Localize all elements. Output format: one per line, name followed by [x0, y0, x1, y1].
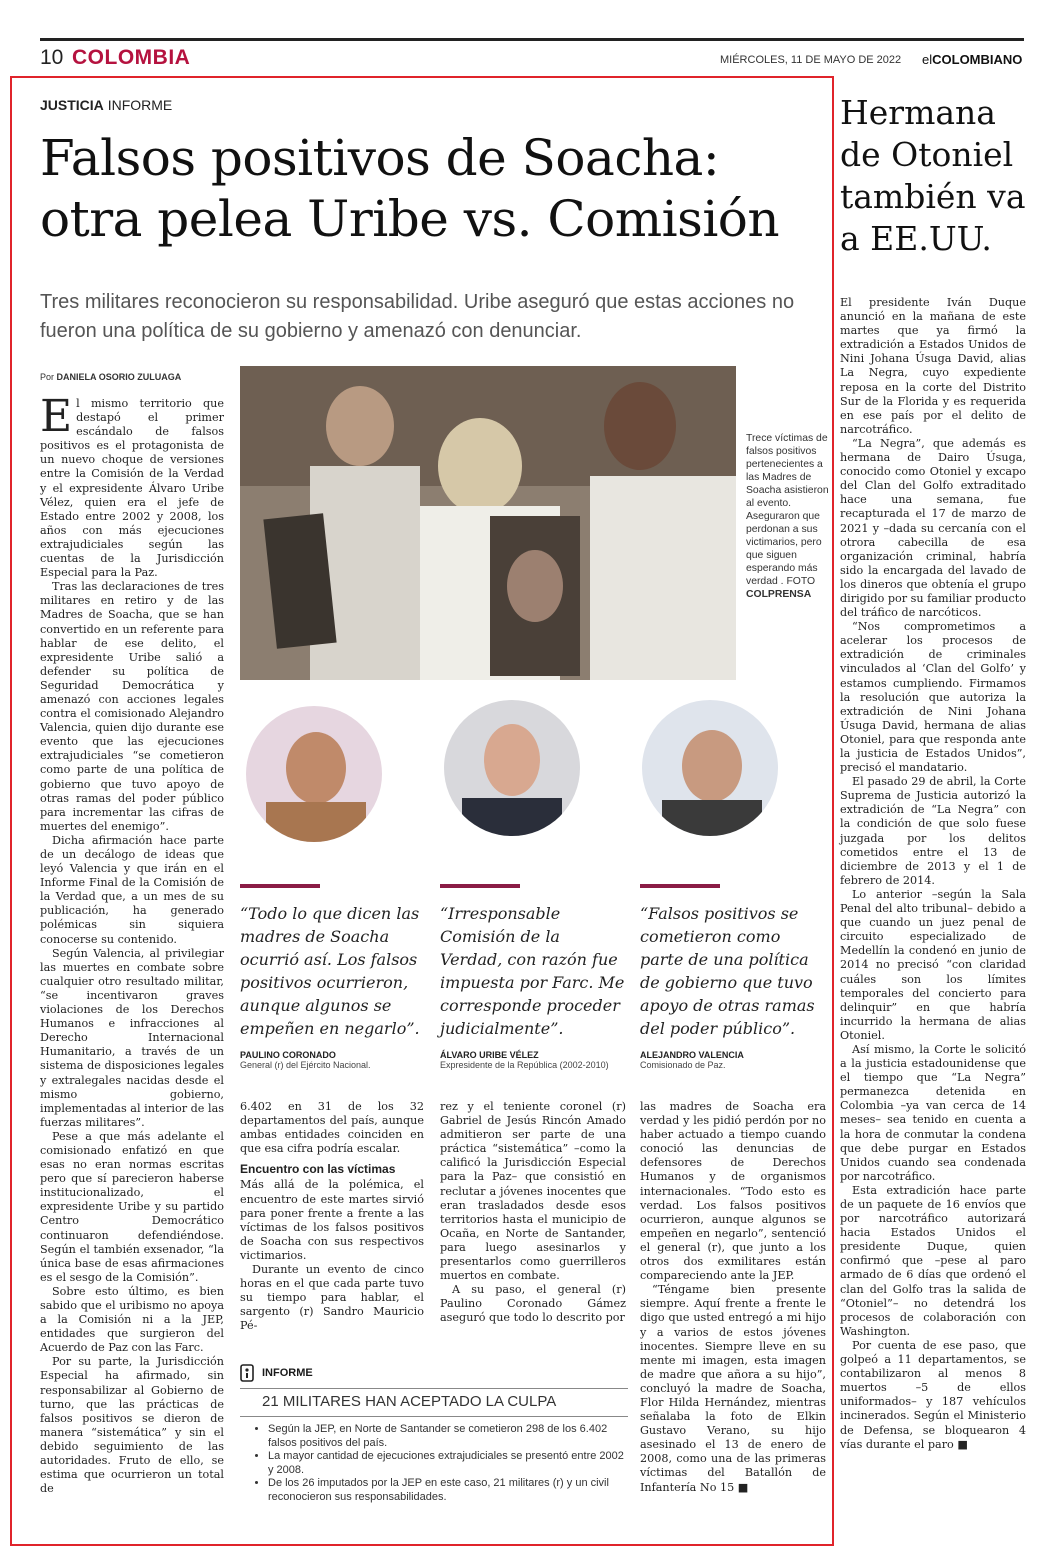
sidebar-headline: Hermana de Otoniel también va a EE.UU. — [840, 93, 1026, 258]
top-rule — [40, 38, 1024, 41]
byline: Por DANIELA OSORIO ZULUAGA — [40, 372, 182, 382]
quote-author: ALEJANDRO VALENCIA — [640, 1050, 744, 1060]
paragraph: Lo anterior –según la Sala Penal del alto tribunal– debido a que cuando un juez penal de circuito especializado de Medellín la condenó en junio de 2014 no precisó “con claridad cuáles son los límites temporales del concierto para delinquir” en que habría incurrido la hermana de alias Otoniel. — [840, 887, 1026, 1042]
paragraph: Según Valencia, al privilegiar las muertes en combate sobre cualquier otro resultado militar, “se incentivaron graves violaciones de los Derechos Humanos e infracciones al Derecho Internacional Humanitario, a través de un sistema de disposiciones legales y extralegales nacidas desde el mismo gobierno, implementadas al interior de las fuerzas militares”. — [40, 946, 224, 1129]
quote-author-role: General (r) del Ejército Nacional. — [240, 1060, 371, 1070]
article-deck: Tres militares reconocieron su responsabilidad. Uribe aseguró que estas acciones no fueron una política de su gobierno y amenazó con denunciar. — [40, 291, 795, 342]
mourning-mothers-photo — [240, 366, 736, 680]
article-column-3 — [440, 1100, 626, 1326]
paragraph: las madres de Soacha era verdad y les pidió perdón por no haber actuado a tiempo cuando conoció las denuncias de defensores de Derechos Humanos y de organismos internacionales. “Todo esto es verdad. Los falsos positivos ocurrieron, aunque algunos se empeñen en negarlo”, sentenció el general (r), que junto a los otros dos exmilitares están compareciendo ante la JEP. — [640, 1100, 826, 1283]
article-column-1 — [40, 391, 224, 1496]
paragraph: El mismo territorio que destapó el primer escándalo de falsos positivos es el protagonista de un nuevo choque de versiones entre la Comisión de la Verdad y el expresidente Álvaro Uribe Vélez, quien era el jefe de Estado entre 2002 y 2008, los años con más ejecuciones extrajudiciales según las cuentas de la Jurisdicción Especial para la Paz. — [40, 391, 224, 580]
document-icon — [240, 1364, 254, 1382]
quote-accent-bar — [640, 884, 720, 888]
paragraph: Así mismo, la Corte le solicitó a la justicia estadounidense que el tiempo que “La Negra” permanezca detenida en Colombia –ya van cerca de 14 meses– sea tenido en cuenta a la hora de conmutar la condena que debe purgar en Estados Unidos cuando sea condenada por narcotráfico. — [840, 1042, 1026, 1183]
sidebar-column — [840, 296, 1026, 1452]
quote-text: “Falsos positivos se cometieron como parte de una política de gobierno que tuvo apoyo de otras ramas del poder público”. — [640, 904, 815, 1038]
section-title: COLOMBIA — [72, 46, 191, 69]
paragraph: 6.402 en 31 de los 32 departamentos del país, aunque ambas entidades coinciden en que esa cifra podría escalar. — [240, 1100, 424, 1156]
paragraph: “Nos comprometimos a acelerar los procesos de extradición de criminales vinculados al ‘Clan del Golfo’ y estamos cumpliendo. Firmamos la resolución que autoriza la extradición de Nini Johana Úsuga David, hermana de alias Otoniel, para que responda ante la justicia de Estados Unidos”, precisó el mandatario. — [840, 620, 1026, 775]
portrait-alejandro-valencia — [642, 700, 778, 836]
paragraph: El presidente Iván Duque anunció en la mañana de este martes que ya firmó la extradición a Estados Unidos de Nini Johana Úsuga David, alias La Negra, cuyo expediente reposa en la corte del Distrito Sur de la Florida y es requerida en ese país por el delito de narcotráfico. — [840, 296, 1026, 436]
paragraph: “La Negra”, que además es hermana de Dairo Úsuga, conocido como Otoniel y excapo del Clan del Golfo extraditado hace una semana, fue recapturada el 17 de marzo de 2021 y –dada su cercanía con el otrora cabecilla de esa organización criminal, habría sido la encargada del lavado de los dineros que obtenía el grupo dirigido por su familiar producto del tráfico de narcóticos. — [840, 436, 1026, 620]
info-box-title: 21 MILITARES HAN ACEPTADO LA CULPA — [262, 1393, 557, 1410]
info-box-label: INFORME — [262, 1367, 313, 1379]
paragraph: Tras las declaraciones de tres militares en retiro y de las Madres de Soacha, que se han convertido en un referente para hablar de ese delito, el expresidente Uribe salió a defender su política de Seguridad Democrática y amenazó con acciones legales contra el comisionado Alejandro Valencia, quien dijo durante ese evento que las ejecuciones extrajudiciales “se cometieron como parte de una política de gobierno que tuvo apoyo de otras ramas del poder público para incrementar las cifras de muertes del enemigo”. — [40, 580, 224, 833]
info-box — [240, 1364, 628, 1504]
quote-text: “Irresponsable Comisión de la Verdad, con razón fue impuesta por Farc. Me corresponde proceder judicialmente”. — [440, 904, 625, 1038]
paragraph: Pese a que más adelante el comisionado enfatizó en que esas no eran normas escritas pero que sí parecieron haberse institucionalizado, el expresidente Uribe y su partido Centro Democrático continuaron defendiéndose. Según el también exsenador, “la única base de esas afirmaciones es el sesgo de la Comisión”. — [40, 1129, 224, 1284]
dropcap: E — [40, 391, 73, 442]
list-item: • La mayor cantidad de ejecuciones extrajudiciales se presentó entre 2002 y 2008. — [268, 1450, 628, 1477]
paragraph: “Téngame bien presente siempre. Aquí frente a frente le digo que usted entregó a mi hijo y a varios de estos jóvenes inocentes. Siempre lleve en su mente mi imagen, esta imagen de madre que añora a su hijo”, concluyó la madre de Soacha, Flor Hilda Hernández, mientras señalaba la foto de Elkin Gustavo Verano, su hijo asesinado el 13 de enero de 2008, como una de las primeras víctimas del Batallón de Infantería No 15 ■ — [640, 1283, 826, 1494]
paragraph: A su paso, el general (r) Paulino Coronado Gámez aseguró que todo lo descrito por — [440, 1283, 626, 1325]
subhead: Encuentro con las víctimas — [240, 1162, 396, 1177]
issue-date: MIÉRCOLES, 11 DE MAYO DE 2022 — [720, 54, 902, 66]
article-column-2 — [240, 1100, 424, 1334]
paragraph: Durante un evento de cinco horas en el que cada parte tuvo su tiempo para hablar, el sargento (r) Sandro Mauricio Pé- — [240, 1263, 424, 1333]
quote-text: “Todo lo que dicen las madres de Soacha ocurrió así. Los falsos positivos ocurrieron, aunque algunos se empeñen en negarlo”. — [240, 904, 420, 1038]
paragraph: rez y el teniente coronel (r) Gabriel de Jesús Rincón Amado admitieron ser parte de una práctica “sistemática” –como la calificó la Jurisdicción Especial para la Paz– que consistió en reclutar a jóvenes inocentes que eran trasladados desde esos territorios hasta el municipio de Ocaña, en Norte de Santander, para luego asesinarlos y presentarlos como guerrilleros muertos en combate. — [440, 1100, 626, 1283]
paragraph: Esta extradición hace parte de un paquete de 16 envíos que por narcotráfico autorizará hacia Estados Unidos el presidente Duque, quien confirmó que –pese al paro armado de 6 días que ordenó el clan del Golfo tras la salida de “Otoniel”– no detendrá los procesos de colaboración con Washington. — [840, 1183, 1026, 1338]
main-photo — [240, 366, 736, 680]
list-item: • Según la JEP, en Norte de Santander se cometieron 298 de los 6.402 falsos positivos del país. — [268, 1423, 628, 1450]
portrait-paulino-coronado — [246, 706, 382, 842]
paragraph: Por cuenta de ese paso, que golpeó a 11 departamentos, se contabilizaron al menos 8 muertos –5 de ellos uniformados– y 187 vehículos incinerados. Según el Ministerio de Defensa, se bloquearon 4 vías durante el paro ■ — [840, 1338, 1026, 1451]
paragraph: Por su parte, la Jurisdicción Especial ha afirmado, sin responsabilizar al Gobierno de turno, que las prácticas de falsos positivos se dieron de manera “sistemática” y sin el debido seguimiento de las autoridades. Fruto de ello, se estima que ocurrieron un total de — [40, 1355, 224, 1496]
article-kicker: JUSTICIA INFORME — [40, 97, 173, 113]
article-column-4 — [640, 1100, 826, 1495]
quote-author-role: Expresidente de la República (2002-2010) — [440, 1060, 609, 1070]
article-headline: Falsos positivos de Soacha: otra pelea Uribe vs. Comisión — [40, 129, 780, 248]
photo-caption: Trece víctimas de falsos positivos pertenecientes a las Madres de Soacha asistieron al evento. Aseguraron que perdonan a sus victimarios, pero que siguen esperando más verdad . FOTO COLPRENSA — [746, 433, 829, 600]
quote-author-role: Comisionado de Paz. — [640, 1060, 726, 1070]
paragraph: Más allá de la polémica, el encuentro de este martes sirvió para poner frente a frente a las víctimas de los falsos positivos de Soacha con sus respectivos victimarios. — [240, 1178, 424, 1262]
quote-block-3 — [640, 884, 826, 1070]
quote-accent-bar — [240, 884, 320, 888]
list-item: • De los 26 imputados por la JEP en este caso, 21 militares (r) y un civil reconocieron sus responsabilidades. — [268, 1477, 628, 1504]
page-number: 10 — [40, 46, 64, 69]
portrait-alvaro-uribe — [444, 700, 580, 836]
quote-block-2 — [440, 884, 626, 1070]
paragraph: Dicha afirmación hace parte de un decálogo de ideas que leyó Valencia y que irán en el Informe Final de la Comisión de la Verdad que, a un mes de su publicación, ha generado polémicas sin siquiera conocerse su contenido. — [40, 833, 224, 946]
newspaper-brand: elCOLOMBIANO — [922, 52, 1023, 67]
paragraph: El pasado 29 de abril, la Corte Suprema de Justicia autorizó la extradición de “La Negra” con la condición de que solo fuese juzgada por los delitos cometidos entre el 13 de diciembre de 2013 y el 1 de febrero de 2014. — [840, 775, 1026, 887]
paragraph: Sobre esto último, es bien sabido que el uribismo no apoya a la Comisión ni a la JEP, entidades que surgieron del Acuerdo de Paz con las Farc. — [40, 1284, 224, 1355]
quote-accent-bar — [440, 884, 520, 888]
quote-block-1 — [240, 884, 426, 1070]
quote-author: ÁLVARO URIBE VÉLEZ — [440, 1050, 539, 1060]
quote-author: PAULINO CORONADO — [240, 1050, 336, 1060]
